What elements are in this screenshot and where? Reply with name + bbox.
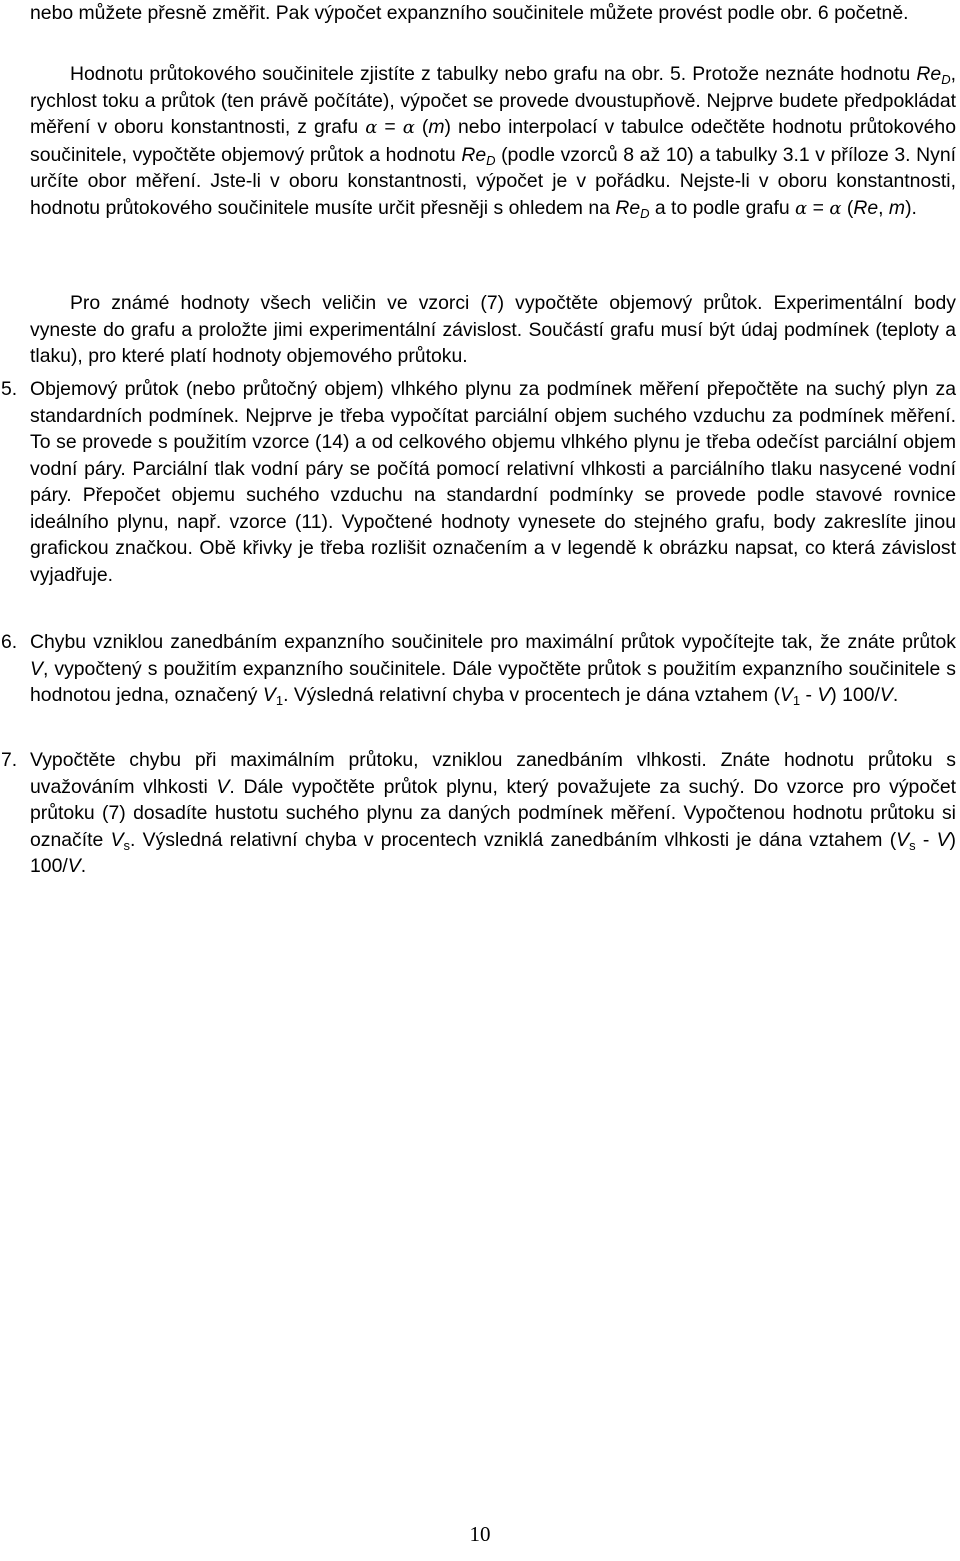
text-run: nebo můžete přesně změřit. Pak výpočet expanzního součinitele můžete provést podle obr. 6 početně.: [30, 2, 909, 24]
var-v: V: [817, 684, 831, 706]
sub-1: 1: [275, 693, 284, 708]
list-item-7: [1, 747, 956, 880]
list-item-text: [30, 376, 956, 588]
text-run: Pro známé hodnoty všech veličin ve vzorci (7) vypočtěte objemový průtok. Experimentální body vyneste do grafu a proložte jimi experimentální závislost. Součástí grafu musí být údaj podmínek (teploty a tlaku), pro které platí hodnoty objemového průtoku.: [30, 292, 956, 367]
text-run: a to podle grafu: [649, 196, 796, 219]
text-run: Objemový průtok (nebo průtočný objem) vlhkého plynu za podmínek měření přepočtěte na suchý plyn za standardních podmínek. Nejprve je třeba vypočítat parciální objem suchého vzduchu za podmínek měření. To se provede s použitím vzorce (14) a od celkového objemu vlhkého plynu je třeba odečíst parciální objem vodní páry. Parciální tlak vodní páry se počítá pomocí relativní vlhkosti a parciálního tlaku nasycené vodní páry. Přepočet objemu suchého vzduchu na standardní podmínky se provede podle stavové rovnice ideálního plynu, např. vzorce (11). Vypočtené hodnoty vynesete do stejného grafu, body zakreslíte jinou grafickou značkou. Obě křivky je třeba rozlišit označením a v legendě k obrázku napsat, co která závislost vyjadřuje.: [30, 378, 956, 586]
text-run: =: [807, 196, 830, 219]
text-run: ) nebo interpolací v tabulce odečtěte hodnotu průtokového součinitele, vypočtěte objemový průtok a hodnotu: [30, 116, 956, 166]
paragraph-flow-coefficient: [30, 61, 956, 222]
var-re: Re: [916, 63, 942, 85]
var-v: V: [216, 775, 230, 798]
list-number: 7.: [1, 749, 18, 771]
paragraph-continuation: [30, 0, 956, 27]
page-number: 10: [469, 1522, 491, 1546]
var-v: V: [110, 828, 124, 851]
text-run: (podle vzorců 8 až 10) a tabulky 3.1 v příloze 3. Nyní určíte obor měření. Jste-li v oboru konstantnosti, výpočet je v pořádku. Nejste-li v oboru konstantnosti, hodnotu průtokového součinitele musíte určit přesněji s ohledem na: [30, 143, 956, 219]
sub-s: s: [123, 837, 130, 853]
text-run: , rychlost toku a průtok (ten právě počítáte), výpočet se provede dvoustupňově. Nejprve budete předpokládat měření v oboru konstantnosti, z grafu: [30, 63, 956, 138]
text-run: .: [892, 684, 899, 706]
list-number: 6.: [1, 631, 18, 653]
list-item-text: [30, 747, 956, 880]
text-run: .: [80, 855, 87, 877]
text-run: =: [377, 116, 403, 138]
sub-1: 1: [792, 693, 801, 708]
text-run: (: [841, 196, 854, 219]
var-v: V: [879, 684, 893, 706]
list-item-5: [1, 376, 956, 588]
list-item-6: [1, 629, 956, 709]
text-run: ,: [878, 196, 889, 219]
sub-d: D: [486, 152, 496, 168]
text-run: ) 100/: [830, 684, 880, 706]
var-v: V: [896, 828, 910, 851]
var-v: V: [67, 855, 81, 877]
var-re: Re: [461, 143, 487, 166]
text-run: . Dále vypočtěte průtok plynu, který považujete za suchý. Do vzorce pro výpočet průtoku (7) dosadíte hustotu suchého plynu za daných podmínek měření. Vypočtenou hodnotu průtoku si označíte: [30, 775, 956, 851]
paragraph-volume-flow: [30, 290, 956, 370]
list-item-text: [30, 629, 956, 709]
symbol-alpha: α: [795, 197, 808, 219]
text-run: . Výsledná relativní chyba v procentech vzniklá zanedbáním vlhkosti je dána vztahem (: [130, 828, 897, 851]
var-m: m: [428, 116, 445, 138]
sub-d: D: [941, 72, 951, 87]
sub-s: s: [909, 837, 916, 853]
var-v: V: [262, 684, 276, 706]
var-v: V: [936, 828, 950, 851]
var-re: Re: [853, 196, 879, 219]
var-re: Re: [615, 196, 641, 219]
var-v: V: [30, 657, 43, 680]
list-number: 5.: [1, 378, 18, 400]
text-run: Vypočtěte chybu při maximálním průtoku, vzniklou zanedbáním vlhkosti. Znáte hodnotu průtoku s uvažováním vlhkosti: [30, 749, 956, 798]
sub-d: D: [640, 205, 650, 221]
symbol-alpha: α: [365, 117, 378, 138]
text-run: -: [800, 684, 818, 706]
symbol-alpha: α: [402, 117, 415, 138]
text-run: (: [414, 116, 429, 138]
var-m: m: [888, 196, 906, 219]
symbol-alpha: α: [829, 197, 842, 219]
text-run: , vypočtený s použitím expanzního součinitele. Dále vypočtěte průtok s použitím expanzního součinitele s hodnotou jedna, označený: [30, 657, 956, 706]
text-run: -: [915, 828, 937, 851]
text-run: Hodnotu průtokového součinitele zjistíte z tabulky nebo grafu na obr. 5. Protože neznáte hodnotu: [70, 63, 917, 85]
var-v: V: [779, 684, 793, 706]
text-run: ) 100/: [30, 828, 956, 877]
text-run: Chybu vzniklou zanedbáním expanzního součinitele pro maximální průtok vypočítejte tak, že znáte průtok: [30, 631, 956, 653]
text-run: ).: [905, 196, 917, 219]
text-run: . Výsledná relativní chyba v procentech je dána vztahem (: [283, 684, 780, 706]
